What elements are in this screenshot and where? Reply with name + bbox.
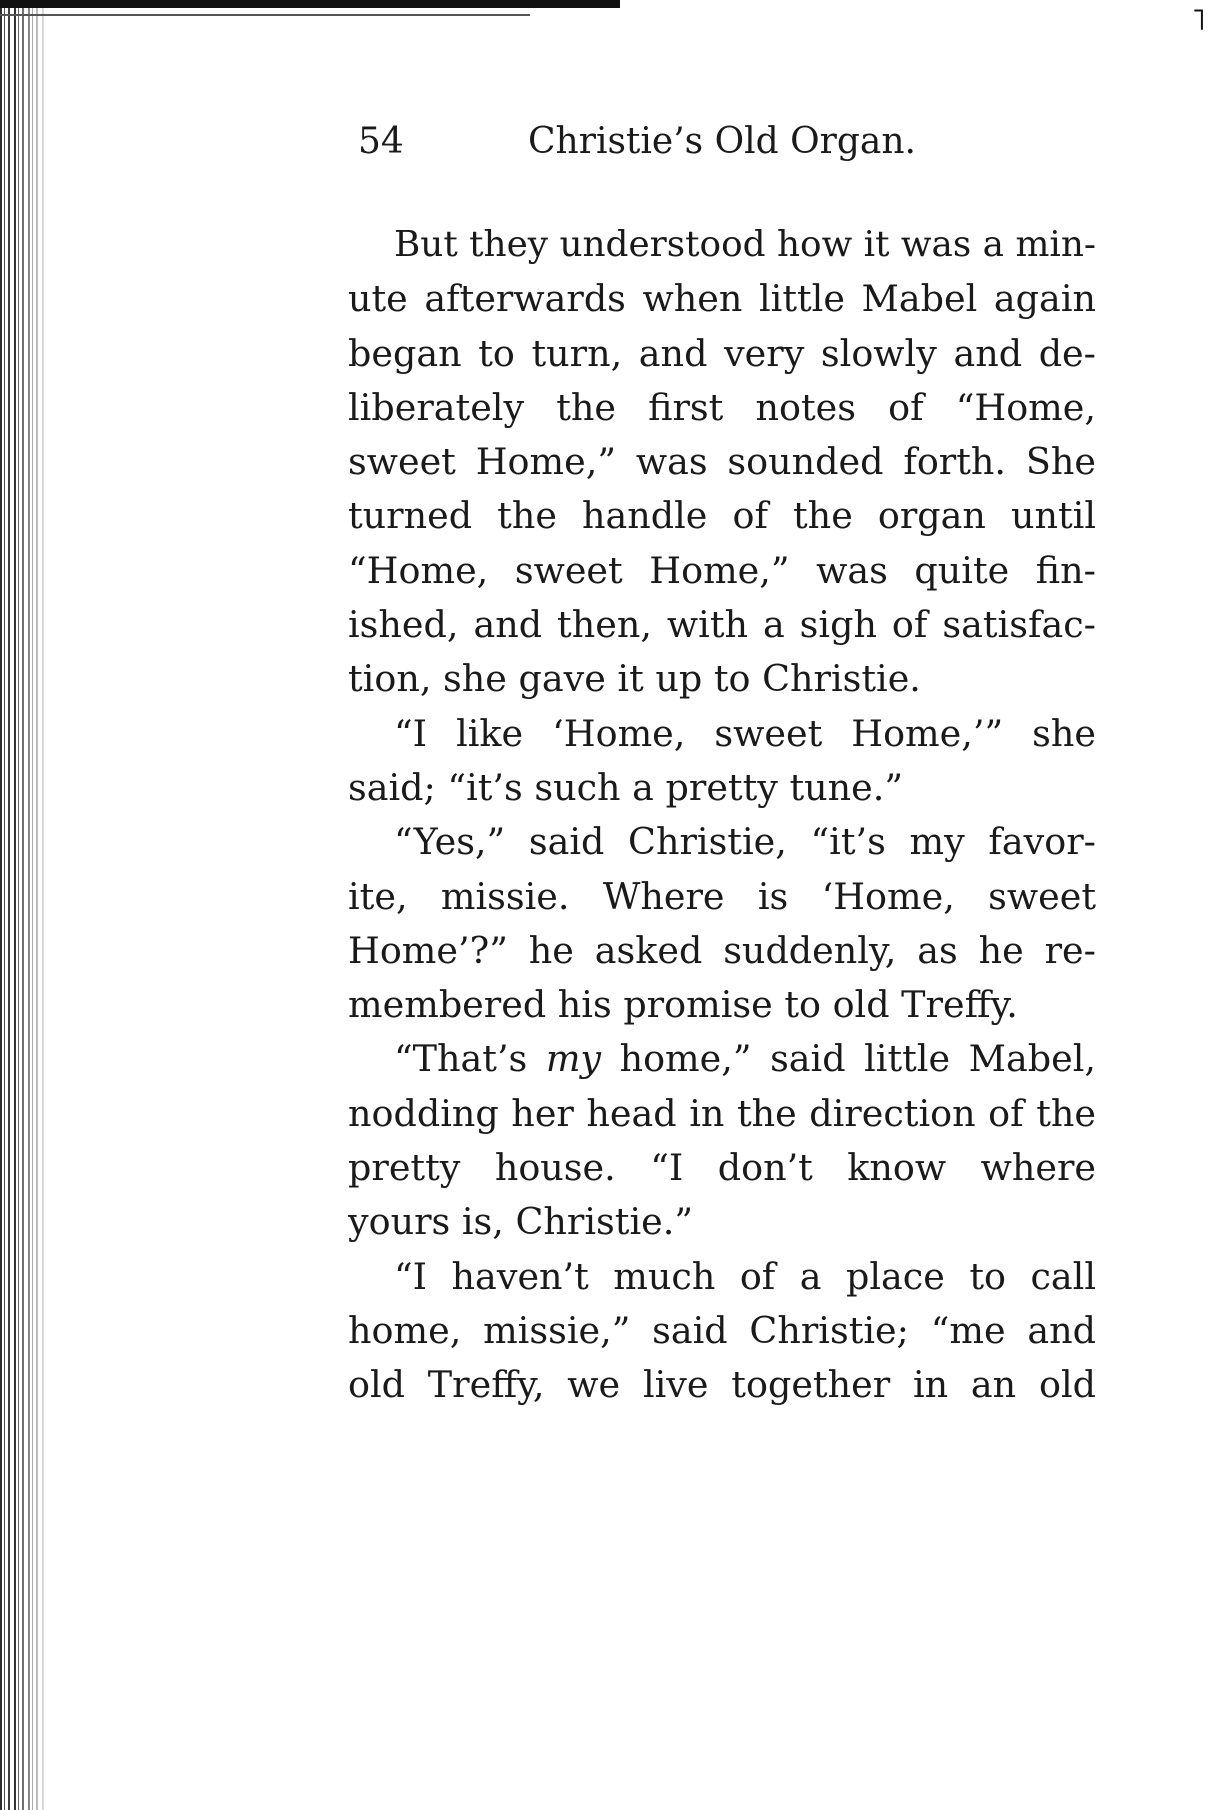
- corner-mark: ˥: [1191, 3, 1206, 38]
- text-fragment: home,” said little Mabel,: [601, 1037, 1096, 1081]
- paragraph-1: [348, 218, 1096, 707]
- text-line: “Yes,” said Christie, “it’s my favor-: [394, 820, 1096, 864]
- text-line: But they understood how it was a min-: [394, 224, 1096, 265]
- text-line: membered his promise to old Treffy.: [348, 983, 1018, 1027]
- paragraph-3: [348, 815, 1096, 1032]
- italic-emphasis: my: [545, 1037, 602, 1081]
- text-line: “I haven’t much of a place to call: [394, 1254, 1096, 1298]
- paragraph-2: [348, 707, 1096, 816]
- text-line: pretty house. “I don’t know where: [348, 1146, 1096, 1190]
- paragraph-5: [348, 1250, 1096, 1413]
- page-header: [358, 118, 998, 166]
- text-line: Home’?” he asked suddenly, as he re-: [348, 928, 1096, 972]
- gutter-fade: [14, 0, 44, 1810]
- top-edge-rule: [0, 0, 620, 8]
- text-line: “Home, sweet Home,” was quite fin-: [348, 548, 1096, 592]
- text-line: ute afterwards when little Mabel again: [348, 277, 1096, 321]
- text-line: liberately the first notes of “Home,: [348, 385, 1096, 429]
- page-number: 54: [358, 121, 404, 162]
- text-line: sweet Home,” was sounded forth. She: [348, 440, 1096, 484]
- text-line: began to turn, and very slowly and de-: [348, 331, 1096, 375]
- text-line: “I like ‘Home, sweet Home,’” she: [394, 711, 1096, 755]
- text-line: nodding her head in the direction of the: [348, 1091, 1096, 1135]
- page-body: [348, 218, 1096, 1413]
- running-title: Christie’s Old Organ.: [528, 121, 916, 162]
- text-line: said; “it’s such a pretty tune.”: [348, 765, 904, 809]
- text-line: ite, missie. Where is ‘Home, sweet: [348, 874, 1096, 918]
- paragraph-4: [348, 1032, 1096, 1249]
- text-line: tion, she gave it up to Christie.: [348, 657, 921, 701]
- text-line: home, missie,” said Christie; “me and: [348, 1308, 1096, 1352]
- text-line: yours is, Christie.”: [348, 1200, 693, 1244]
- text-line: turned the handle of the organ until: [348, 494, 1096, 538]
- text-line: ished, and then, with a sigh of satisfac-: [348, 603, 1096, 647]
- text-fragment: “That’s: [394, 1037, 546, 1081]
- top-edge-rule-thin: [0, 14, 530, 16]
- text-line-mixed: [348, 1032, 1096, 1086]
- text-line: old Treffy, we live together in an old: [348, 1363, 1096, 1407]
